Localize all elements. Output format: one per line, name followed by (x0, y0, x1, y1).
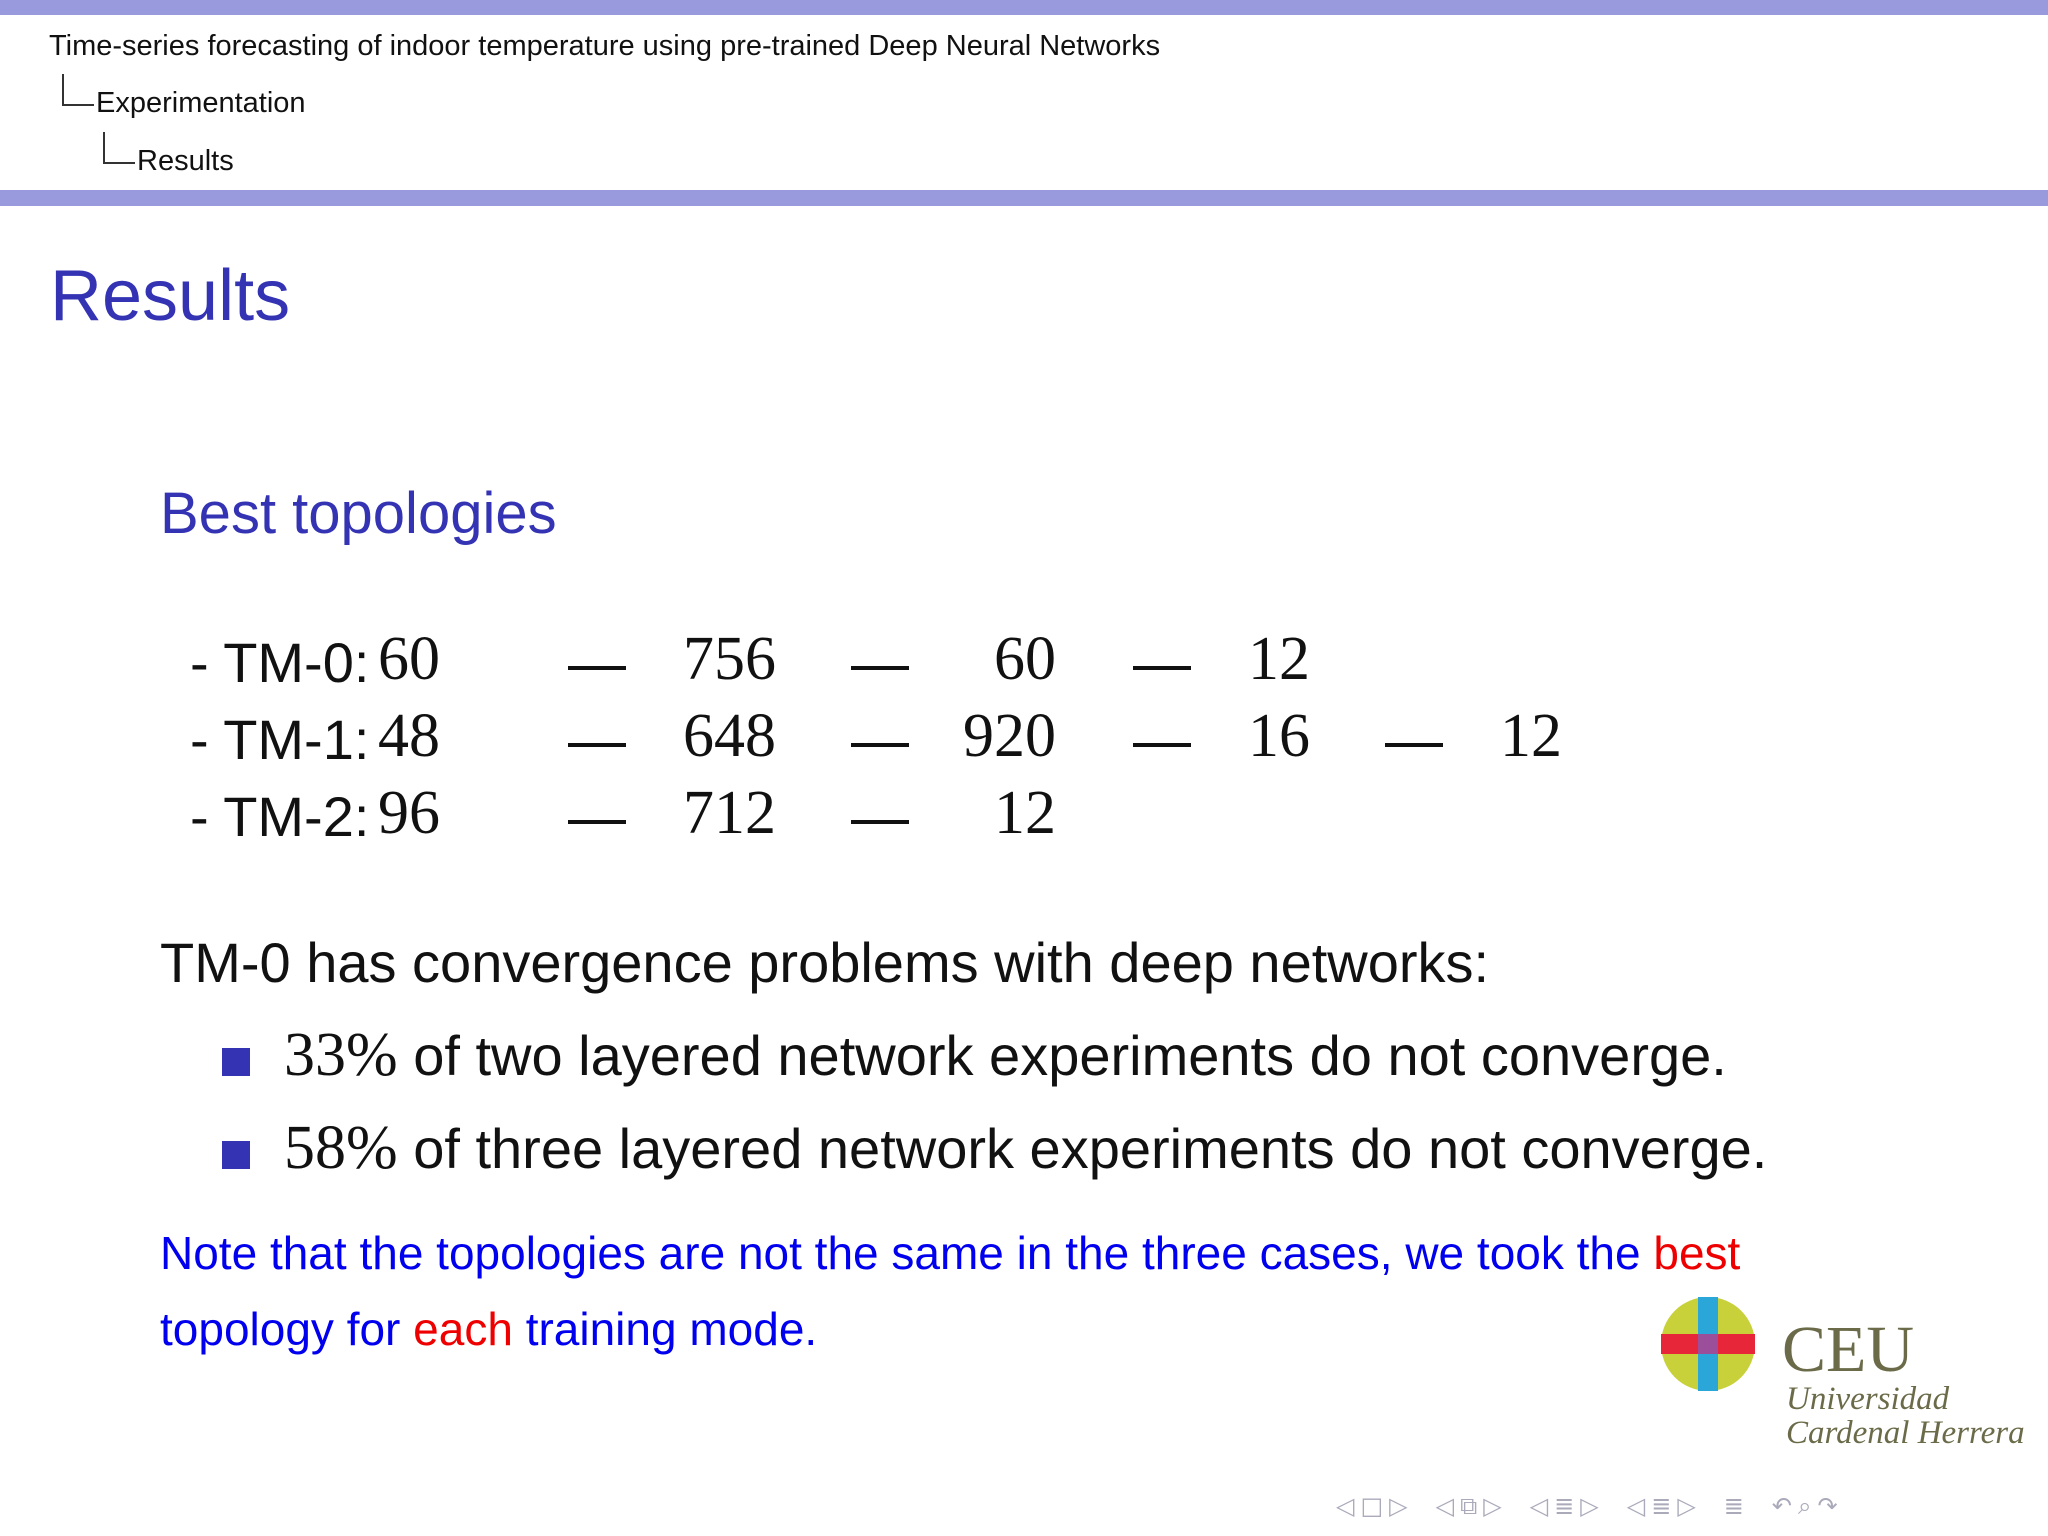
section-title: Experimentation (96, 87, 306, 119)
layer-size: 60 (994, 625, 1056, 693)
percentage: 58% (284, 1114, 398, 1182)
convergence-statement: TM-0 has convergence problems with deep networks: (160, 931, 1490, 994)
section-icon[interactable]: ≣ (1651, 1492, 1672, 1520)
separator-dash (851, 666, 909, 670)
logo-subtitle (1786, 1382, 2025, 1450)
separator-dash (568, 820, 626, 824)
frame-title: Results (50, 256, 291, 336)
logo-name: CEU (1782, 1313, 1914, 1386)
note-text: training mode. (512, 1303, 818, 1355)
redo-icon[interactable]: ↷ (1817, 1492, 1838, 1520)
layer-size: 48 (378, 702, 440, 770)
separator-dash (851, 820, 909, 824)
nav-prev-icon[interactable]: ◁ (1529, 1492, 1549, 1520)
topology-label: - TM-2: (190, 785, 370, 848)
undo-icon[interactable]: ↶ (1771, 1492, 1793, 1520)
ceu-logo-icon (1660, 1296, 1756, 1392)
layer-size: 16 (1248, 702, 1310, 770)
bullet-description: of two layered network experiments do not converge. (397, 1024, 1727, 1087)
subsection-title: Results (137, 145, 234, 177)
square-bullet-icon (222, 1141, 250, 1169)
note-text: topology for (160, 1303, 414, 1355)
tree-connector (103, 132, 135, 164)
layer-size: 920 (963, 702, 1056, 770)
topology-label: - TM-1: (190, 708, 370, 771)
layer-size: 12 (994, 779, 1056, 847)
layer-size: 12 (1248, 625, 1310, 693)
nav-next-icon[interactable]: ▷ (1389, 1492, 1408, 1520)
layer-size: 96 (378, 779, 440, 847)
note-paragraph (160, 1215, 1760, 1367)
separator-dash (568, 666, 626, 670)
topology-label: - TM-0: (190, 631, 370, 694)
bullet-text (284, 1113, 1767, 1184)
nav-next-icon[interactable]: ▷ (1483, 1492, 1502, 1520)
nav-prev-icon[interactable]: ◁ (1626, 1492, 1646, 1520)
layer-size: 60 (378, 625, 440, 693)
note-text: Note that the topologies are not the same in the three cases, we took the (160, 1227, 1654, 1279)
logo-subtitle-line: Universidad (1786, 1381, 1950, 1417)
nav-next-icon[interactable]: ▷ (1580, 1492, 1599, 1520)
percentage: 33% (284, 1021, 398, 1089)
frame-icon[interactable]: □ (1360, 1492, 1384, 1520)
separator-dash (851, 743, 909, 747)
section-icon[interactable]: ≣ (1554, 1492, 1575, 1520)
presentation-title: Time-series forecasting of indoor temperature using pre-trained Deep Neural Networks (49, 30, 1161, 62)
emphasis-text: best (1653, 1227, 1741, 1279)
separator-dash (568, 743, 626, 747)
search-icon[interactable]: ⌕ (1798, 1492, 1812, 1520)
tree-connector (62, 74, 94, 106)
layer-size: 648 (683, 702, 776, 770)
bullet-description: of three layered network experiments do not converge. (397, 1117, 1768, 1180)
square-bullet-icon (222, 1048, 250, 1076)
nav-prev-icon[interactable]: ◁ (1336, 1492, 1355, 1520)
align-icon[interactable]: ≣ (1723, 1492, 1744, 1520)
logo-subtitle-line: Cardenal Herrera (1786, 1415, 2025, 1451)
layer-size: 712 (683, 779, 776, 847)
layer-size: 756 (683, 625, 776, 693)
subsection-icon[interactable]: ⧉ (1460, 1492, 1478, 1520)
nav-prev-icon[interactable]: ◁ (1435, 1492, 1455, 1520)
block-title: Best topologies (160, 481, 557, 546)
nav-next-icon[interactable]: ▷ (1677, 1492, 1696, 1520)
layer-size: 12 (1500, 702, 1562, 770)
header-bottom-bar (0, 190, 2048, 206)
header-top-bar (0, 0, 2048, 15)
bullet-text (284, 1020, 1727, 1091)
beamer-navigation (1336, 1490, 1838, 1522)
emphasis-text: each (413, 1303, 513, 1355)
